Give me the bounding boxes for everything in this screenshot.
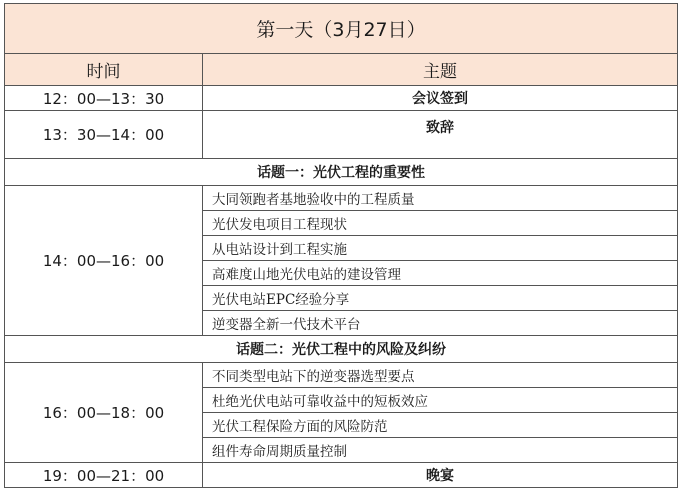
table-row: [5, 86, 678, 111]
topic-column-header: 主题: [203, 54, 678, 86]
time-cell: 14：00—16：00: [5, 186, 203, 336]
section-heading: 话题一：光伏工程的重要性: [5, 159, 678, 186]
topic-cell: 致辞: [203, 111, 678, 159]
time-cell: 16：00—18：00: [5, 363, 203, 463]
topic-item: 大同领跑者基地验收中的工程质量: [203, 186, 678, 211]
topic-item: 组件寿命周期质量控制: [203, 438, 678, 463]
time-cell: 12：00—13：30: [5, 86, 203, 111]
agenda-container: [4, 3, 678, 488]
table-row: [5, 463, 678, 488]
section-heading: 话题二：光伏工程中的风险及纠纷: [5, 336, 678, 363]
topic-item: 光伏电站EPC经验分享: [203, 286, 678, 311]
topic-item: 逆变器全新一代技术平台: [203, 311, 678, 336]
table-row: [5, 111, 678, 159]
topic-item: 光伏工程保险方面的风险防范: [203, 413, 678, 438]
topic-cell: 会议签到: [203, 86, 678, 111]
topic-cell: 晚宴: [203, 463, 678, 488]
time-column-header: 时间: [5, 54, 203, 86]
table-row: [5, 363, 678, 388]
topic-item: 高难度山地光伏电站的建设管理: [203, 261, 678, 286]
time-cell: 19：00—21：00: [5, 463, 203, 488]
agenda-table: [4, 3, 678, 488]
section-row: [5, 159, 678, 186]
topic-item: 从电站设计到工程实施: [203, 236, 678, 261]
table-row: [5, 186, 678, 211]
topic-item: 光伏发电项目工程现状: [203, 211, 678, 236]
section-row: [5, 336, 678, 363]
time-cell: 13：30—14：00: [5, 111, 203, 159]
topic-item: 杜绝光伏电站可靠收益中的短板效应: [203, 388, 678, 413]
topic-item: 不同类型电站下的逆变器选型要点: [203, 363, 678, 388]
day-title: 第一天（3月27日）: [5, 4, 678, 54]
